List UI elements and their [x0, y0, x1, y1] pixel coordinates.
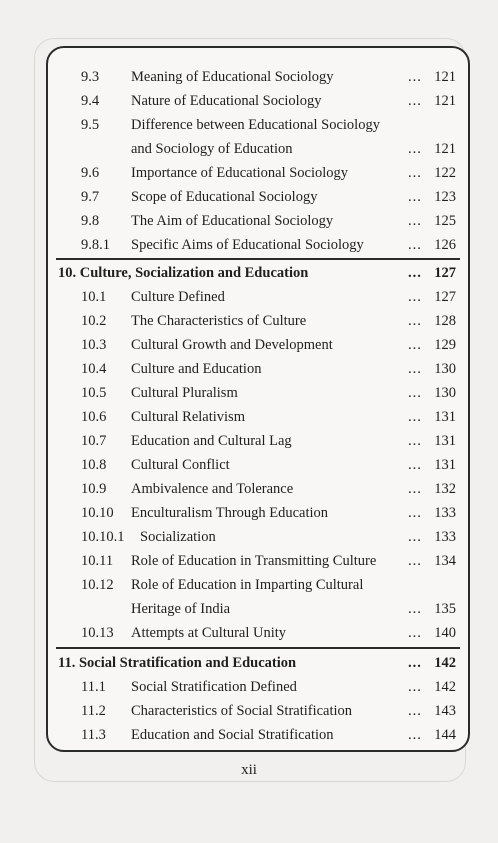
section-title: Enculturalism Through Education: [131, 505, 329, 521]
section-title: Scope of Educational Sociology: [131, 189, 318, 205]
page-number: 121: [434, 93, 456, 109]
toc-entry: [48, 288, 468, 306]
leader-dots: ...: [408, 69, 422, 85]
leader-dots: ...: [408, 481, 422, 497]
toc-entry: [48, 432, 468, 450]
leader-dots: ...: [408, 601, 422, 617]
page-number: 121: [434, 69, 456, 85]
page-number: 143: [434, 703, 456, 719]
section-title: The Aim of Educational Sociology: [131, 213, 334, 229]
leader-dots: ...: [408, 93, 422, 109]
section-number: 10.8: [81, 457, 107, 473]
section-title: Culture Defined: [131, 289, 225, 305]
leader-dots: ...: [408, 313, 422, 329]
toc-entry: [48, 678, 468, 696]
section-title: Education and Cultural Lag: [131, 433, 292, 449]
leader-dots: ...: [408, 265, 422, 281]
page-number: 128: [434, 313, 456, 329]
page-number: 131: [434, 433, 456, 449]
toc-entry: [48, 68, 468, 86]
section-title: Role of Education in Imparting Cultural: [131, 577, 364, 593]
toc-entry: [48, 528, 468, 546]
section-number: 9.7: [81, 189, 100, 205]
section-title: Cultural Growth and Development: [131, 337, 333, 353]
section-number: 10.12: [81, 577, 114, 593]
page-number: 135: [434, 601, 456, 617]
toc-entry: [48, 140, 468, 158]
toc-entry: [48, 504, 468, 522]
leader-dots: ...: [408, 385, 422, 401]
section-number: 9.6: [81, 165, 100, 181]
section-number: 10.1: [81, 289, 107, 305]
toc-entry: [48, 408, 468, 426]
toc-entry: [48, 600, 468, 618]
toc-entry: [48, 702, 468, 720]
section-title: Role of Education in Transmitting Culture: [131, 553, 377, 569]
leader-dots: ...: [408, 625, 422, 641]
chapter-heading: [48, 264, 468, 282]
toc-entry: [48, 336, 468, 354]
section-title: The Characteristics of Culture: [131, 313, 307, 329]
section-title: Difference between Educational Sociology: [131, 117, 380, 133]
leader-dots: ...: [408, 727, 422, 743]
section-title: Cultural Conflict: [131, 457, 230, 473]
chapter-divider: [56, 647, 460, 649]
page-number: 132: [434, 481, 456, 497]
section-title: Social Stratification Defined: [131, 679, 297, 695]
page-number: 126: [434, 237, 456, 253]
section-number: 10.10.1: [81, 529, 125, 545]
section-title: Attempts at Cultural Unity: [131, 625, 287, 641]
page-number: 134: [434, 553, 456, 569]
section-title: Education and Social Stratification: [131, 727, 334, 743]
toc-entry: [48, 212, 468, 230]
leader-dots: ...: [408, 655, 422, 671]
section-title: Socialization: [140, 529, 216, 545]
page-number: 122: [434, 165, 456, 181]
section-title: Meaning of Educational Sociology: [131, 69, 334, 85]
table-of-contents: [46, 46, 470, 752]
leader-dots: ...: [408, 141, 422, 157]
toc-entry: [48, 236, 468, 254]
section-title: Importance of Educational Sociology: [131, 165, 349, 181]
page-number: 130: [434, 385, 456, 401]
section-title: Culture and Education: [131, 361, 262, 377]
page-number: 131: [434, 457, 456, 473]
section-title: Cultural Relativism: [131, 409, 245, 425]
section-number: 11.3: [81, 727, 106, 743]
section-title: Heritage of India: [131, 601, 231, 617]
page-number: 129: [434, 337, 456, 353]
toc-entry: [48, 552, 468, 570]
section-number: 9.4: [81, 93, 100, 109]
section-number: 10.13: [81, 625, 114, 641]
chapter-heading: [48, 654, 468, 672]
leader-dots: ...: [408, 409, 422, 425]
chapter-title: 10. Culture, Socialization and Education: [58, 265, 309, 281]
page-number: 133: [434, 529, 456, 545]
toc-entry: [48, 164, 468, 182]
section-number: 10.3: [81, 337, 107, 353]
leader-dots: ...: [408, 679, 422, 695]
section-number: 9.8.1: [81, 237, 110, 253]
page-number: 142: [434, 679, 456, 695]
page-number: 131: [434, 409, 456, 425]
leader-dots: ...: [408, 553, 422, 569]
page-folio: xii: [241, 762, 257, 778]
leader-dots: ...: [408, 433, 422, 449]
page-number: 133: [434, 505, 456, 521]
section-title: Cultural Pluralism: [131, 385, 238, 401]
toc-entry: [48, 384, 468, 402]
chapter-divider: [56, 258, 460, 260]
toc-entry: [48, 92, 468, 110]
leader-dots: ...: [408, 703, 422, 719]
toc-entry: [48, 312, 468, 330]
page-number: 121: [434, 141, 456, 157]
section-number: 10.2: [81, 313, 107, 329]
toc-entry: [48, 188, 468, 206]
page-number: 144: [434, 727, 456, 743]
section-number: 10.4: [81, 361, 107, 377]
toc-entry: [48, 456, 468, 474]
toc-entry: [48, 116, 468, 134]
section-title: Nature of Educational Sociology: [131, 93, 322, 109]
leader-dots: ...: [408, 337, 422, 353]
leader-dots: ...: [408, 213, 422, 229]
section-number: 10.5: [81, 385, 107, 401]
section-title: Ambivalence and Tolerance: [131, 481, 294, 497]
toc-entry: [48, 576, 468, 594]
leader-dots: ...: [408, 505, 422, 521]
section-number: 10.11: [81, 553, 114, 569]
page-number: 127: [434, 265, 456, 281]
toc-entry: [48, 726, 468, 744]
section-number: 11.1: [81, 679, 106, 695]
toc-entry: [48, 480, 468, 498]
toc-entry: [48, 624, 468, 642]
leader-dots: ...: [408, 361, 422, 377]
page-number: 130: [434, 361, 456, 377]
leader-dots: ...: [408, 237, 422, 253]
leader-dots: ...: [408, 529, 422, 545]
section-title: Specific Aims of Educational Sociology: [131, 237, 364, 253]
leader-dots: ...: [408, 189, 422, 205]
section-title: and Sociology of Education: [131, 141, 293, 157]
section-number: 9.8: [81, 213, 100, 229]
section-number: 10.7: [81, 433, 107, 449]
page-number: 127: [434, 289, 456, 305]
page-number: 140: [434, 625, 456, 641]
section-title: Characteristics of Social Stratification: [131, 703, 353, 719]
section-number: 11.2: [81, 703, 106, 719]
leader-dots: ...: [408, 457, 422, 473]
section-number: 10.6: [81, 409, 107, 425]
leader-dots: ...: [408, 165, 422, 181]
leader-dots: ...: [408, 289, 422, 305]
section-number: 9.5: [81, 117, 100, 133]
page-number: 142: [434, 655, 456, 671]
chapter-title: 11. Social Stratification and Education: [58, 655, 297, 671]
page-number: 123: [434, 189, 456, 205]
toc-entry: [48, 360, 468, 378]
section-number: 10.10: [81, 505, 114, 521]
section-number: 10.9: [81, 481, 107, 497]
section-number: 9.3: [81, 69, 100, 85]
page-number: 125: [434, 213, 456, 229]
